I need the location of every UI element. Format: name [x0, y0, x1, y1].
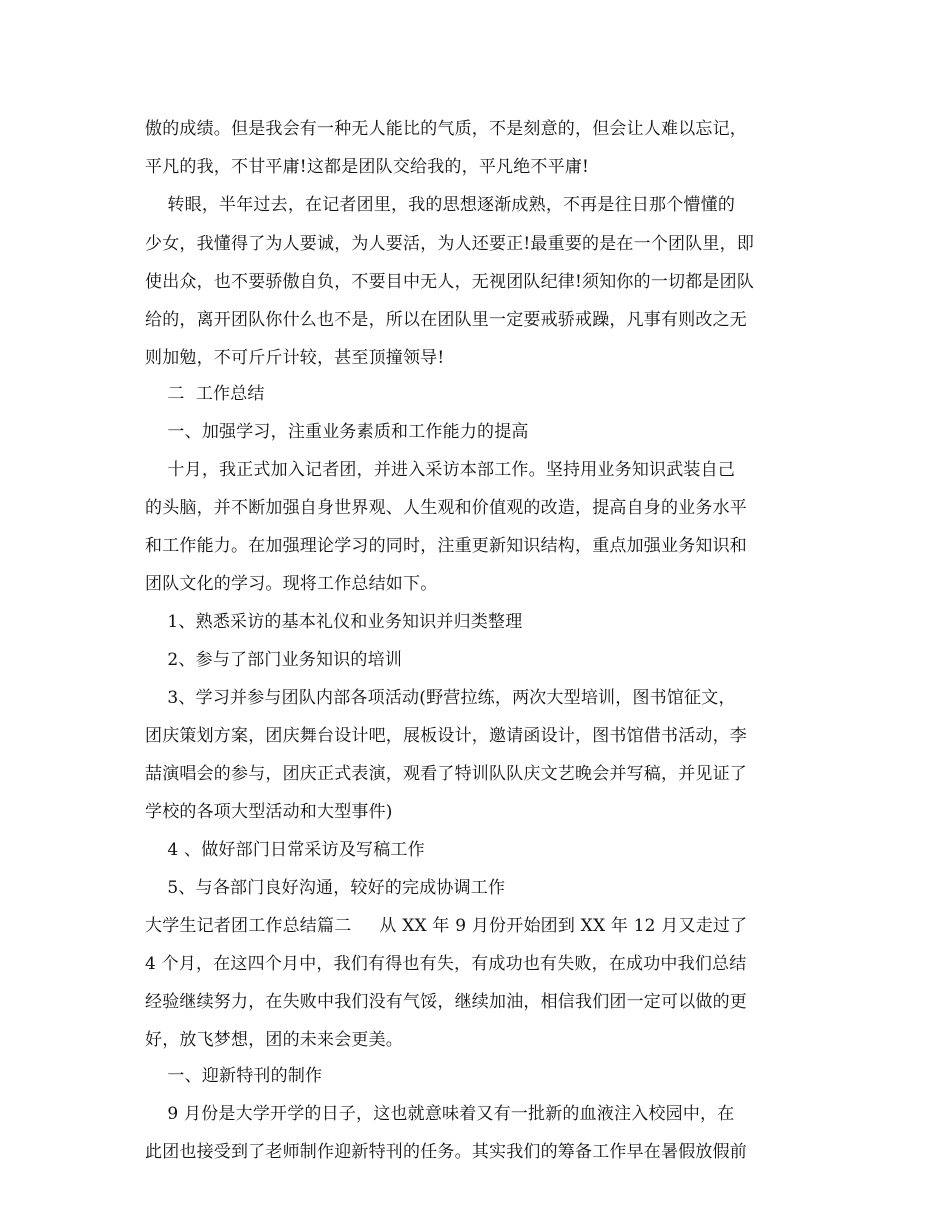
subsection-heading: 一、加强学习，注重业务素质和工作能力的提高 [145, 422, 529, 442]
text-line: 给的，离开团队你什么也不是，所以在团队里一定要戒骄戒躁，凡事有则改之无 [145, 310, 747, 330]
text-line: 平凡的我，不甘平庸!这都是团队交给我的，平凡绝不平庸! [145, 157, 590, 177]
list-item: 3、学习并参与团队内部各项活动(野营拉练，两次大型培训，图书馆征文， [145, 688, 736, 708]
subsection-heading: 一、迎新特刊的制作 [145, 1066, 323, 1086]
list-item: 5、与各部门良好沟通，较好的完成协调工作 [145, 878, 506, 898]
text-line: 和工作能力。在加强理论学习的同时，注重更新知识结构，重点加强业务知识和 [145, 536, 747, 556]
list-item: 1、熟悉采访的基本礼仪和业务知识并归类整理 [145, 612, 523, 632]
text-line: 好，放飞梦想，团的未来会更美。 [145, 1030, 403, 1050]
text-line: 学校的各项大型活动和大型事件) [145, 802, 393, 822]
text-line: 大学生记者团工作总结篇二 从 XX 年 9 月份开始团到 XX 年 12 月又走过了 [145, 916, 748, 936]
text-line: 转眼，半年过去，在记者团里，我的思想逐渐成熟，不再是往日那个懵懂的 [145, 195, 736, 215]
text-line: 团庆策划方案，团庆舞台设计吧，展板设计，邀请函设计，图书馆借书活动，李 [145, 726, 747, 746]
text-line: 9 月份是大学开学的日子，这也就意味着又有一批新的血液注入校园中，在 [145, 1104, 735, 1124]
list-item: 4 、做好部门日常采访及写稿工作 [145, 840, 425, 860]
text-line: 使出众，也不要骄傲自负，不要目中无人，无视团队纪律!须知你的一切都是团队 [145, 272, 755, 292]
text-line: 十月，我正式加入记者团，并进入采访本部工作。坚持用业务知识武装自己 [145, 460, 736, 480]
text-line: 的头脑，并不断加强自身世界观、人生观和价值观的改造，提高自身的业务水平 [145, 498, 747, 518]
text-line: 喆演唱会的参与，团庆正式表演，观看了特训队队庆文艺晚会并写稿，并见证了 [145, 764, 747, 784]
text-line: 此团也接受到了老师制作迎新特刊的任务。其实我们的筹备工作早在暑假放假前 [145, 1142, 747, 1162]
text-line: 4 个月，在这四个月中，我们有得也有失，有成功也有失败，在成功中我们总结 [145, 954, 747, 974]
text-line: 经验继续努力，在失败中我们没有气馁，继续加油，相信我们团一定可以做的更 [145, 992, 747, 1012]
text-line: 团队文化的学习。现将工作总结如下。 [145, 574, 438, 594]
list-item: 2、参与了部门业务知识的培训 [145, 650, 403, 670]
text-line: 傲的成绩。但是我会有一种无人能比的气质，不是刻意的，但会让人难以忘记， [145, 119, 747, 139]
text-line: 则加勉，不可斤斤计较，甚至顶撞领导! [145, 348, 445, 368]
text-line: 少女，我懂得了为人要诚，为人要活，为人还要正!最重要的是在一个团队里，即 [145, 234, 755, 254]
section-heading: 二 工作总结 [145, 384, 265, 404]
